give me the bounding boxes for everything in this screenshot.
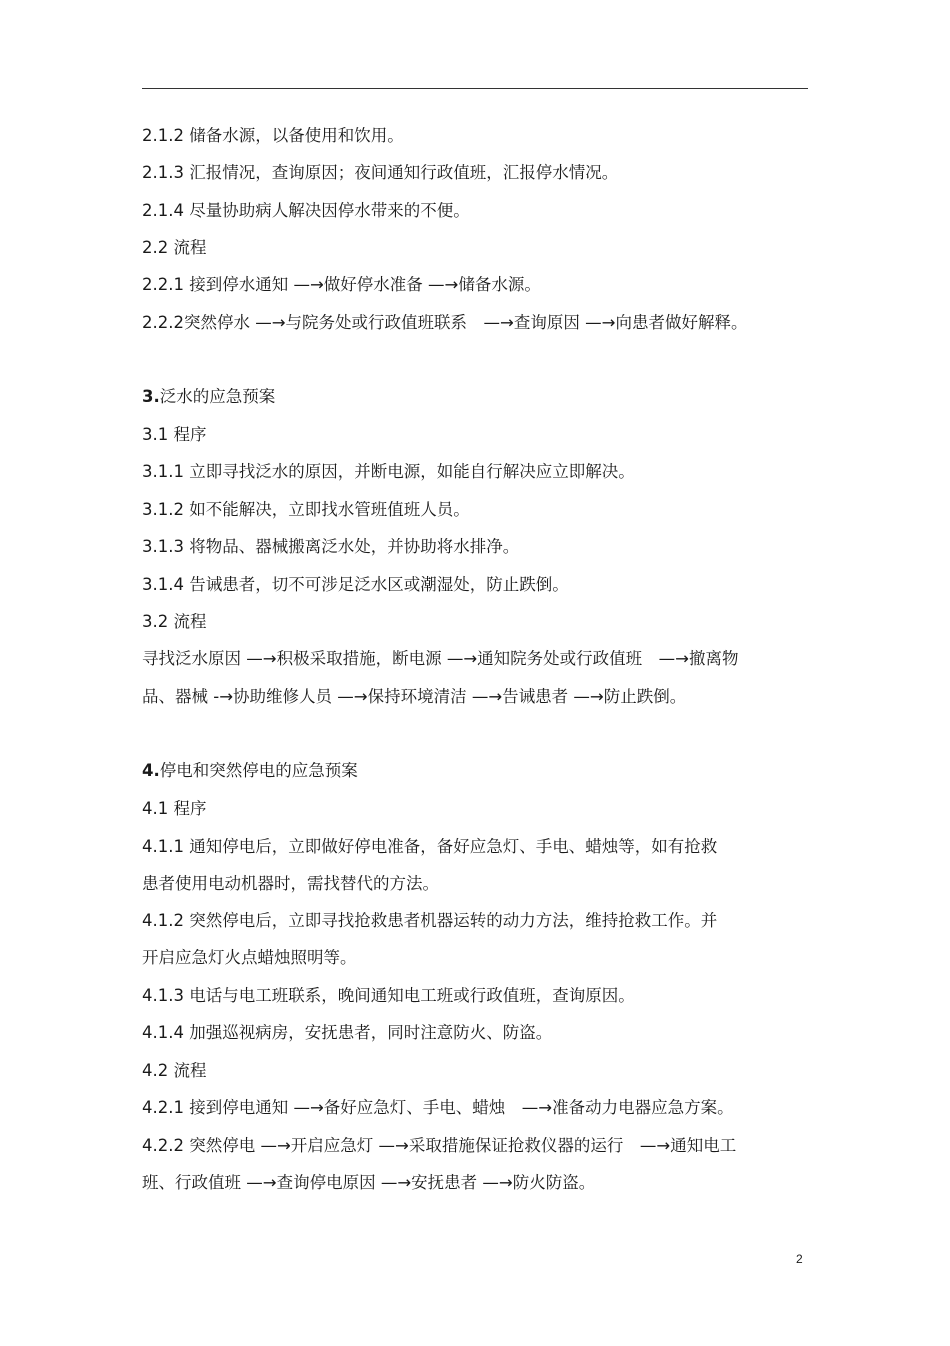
paragraph-line: 4.1.2 突然停电后，立即寻找抢救患者机器运转的动力方法，维持抢救工作。并 — [142, 911, 718, 930]
section-title: 泛水的应急预案 — [159, 387, 276, 406]
subsection-heading: 3.2 流程 — [142, 612, 207, 631]
page-number: 2 — [796, 1252, 803, 1266]
paragraph-line: 4.1.4 加强巡视病房，安抚患者，同时注意防火、防盗。 — [142, 1023, 553, 1042]
paragraph-line: 2.1.2 储备水源，以备使用和饮用。 — [142, 126, 404, 145]
paragraph-line: 3.1.4 告诫患者，切不可涉足泛水区或潮湿处，防止跌倒。 — [142, 575, 569, 594]
paragraph-line: 寻找泛水原因 —→积极采取措施，断电源 —→通知院务处或行政值班 —→撤离物 — [142, 649, 739, 668]
section-heading — [142, 760, 358, 782]
subsection-heading: 3.1 程序 — [142, 425, 207, 444]
paragraph-line: 2.1.4 尽量协助病人解决因停水带来的不便。 — [142, 201, 470, 220]
subsection-heading: 4.2 流程 — [142, 1061, 207, 1080]
paragraph-line: 4.2.1 接到停电通知 —→备好应急灯、手电、蜡烛 —→准备动力电器应急方案。 — [142, 1098, 734, 1117]
section-number: 4. — [142, 761, 160, 780]
section-heading — [142, 386, 275, 408]
paragraph-line: 4.1.1 通知停电后，立即做好停电准备，备好应急灯、手电、蜡烛等，如有抢救 — [142, 837, 718, 856]
paragraph-line: 3.1.3 将物品、器械搬离泛水处，并协助将水排净。 — [142, 537, 520, 556]
header-rule — [142, 88, 808, 89]
paragraph-line: 4.1.3 电话与电工班联系，晚间通知电工班或行政值班，查询原因。 — [142, 986, 635, 1005]
paragraph-line: 2.2.1 接到停水通知 —→做好停水准备 —→储备水源。 — [142, 275, 541, 294]
paragraph-line: 2.2.2突然停水 —→与院务处或行政值班联系 —→查询原因 —→向患者做好解释。 — [142, 313, 748, 332]
paragraph-line: 班、行政值班 —→查询停电原因 —→安抚患者 —→防火防盗。 — [142, 1173, 596, 1192]
subsection-heading: 2.2 流程 — [142, 238, 207, 257]
paragraph-line: 2.1.3 汇报情况，查询原因；夜间通知行政值班，汇报停水情况。 — [142, 163, 619, 182]
section-title: 停电和突然停电的应急预案 — [159, 761, 358, 780]
paragraph-line: 品、器械 -→协助维修人员 —→保持环境清洁 —→告诫患者 —→防止跌倒。 — [142, 687, 687, 706]
paragraph-line: 3.1.1 立即寻找泛水的原因，并断电源，如能自行解决应立即解决。 — [142, 462, 635, 481]
section-number: 3. — [142, 387, 160, 406]
paragraph-line: 3.1.2 如不能解决，立即找水管班值班人员。 — [142, 500, 470, 519]
paragraph-line: 4.2.2 突然停电 —→开启应急灯 —→采取措施保证抢救仪器的运行 —→通知电工 — [142, 1136, 737, 1155]
paragraph-line: 患者使用电动机器时，需找替代的方法。 — [142, 874, 439, 893]
subsection-heading: 4.1 程序 — [142, 799, 207, 818]
paragraph-line: 开启应急灯火点蜡烛照明等。 — [142, 948, 357, 967]
